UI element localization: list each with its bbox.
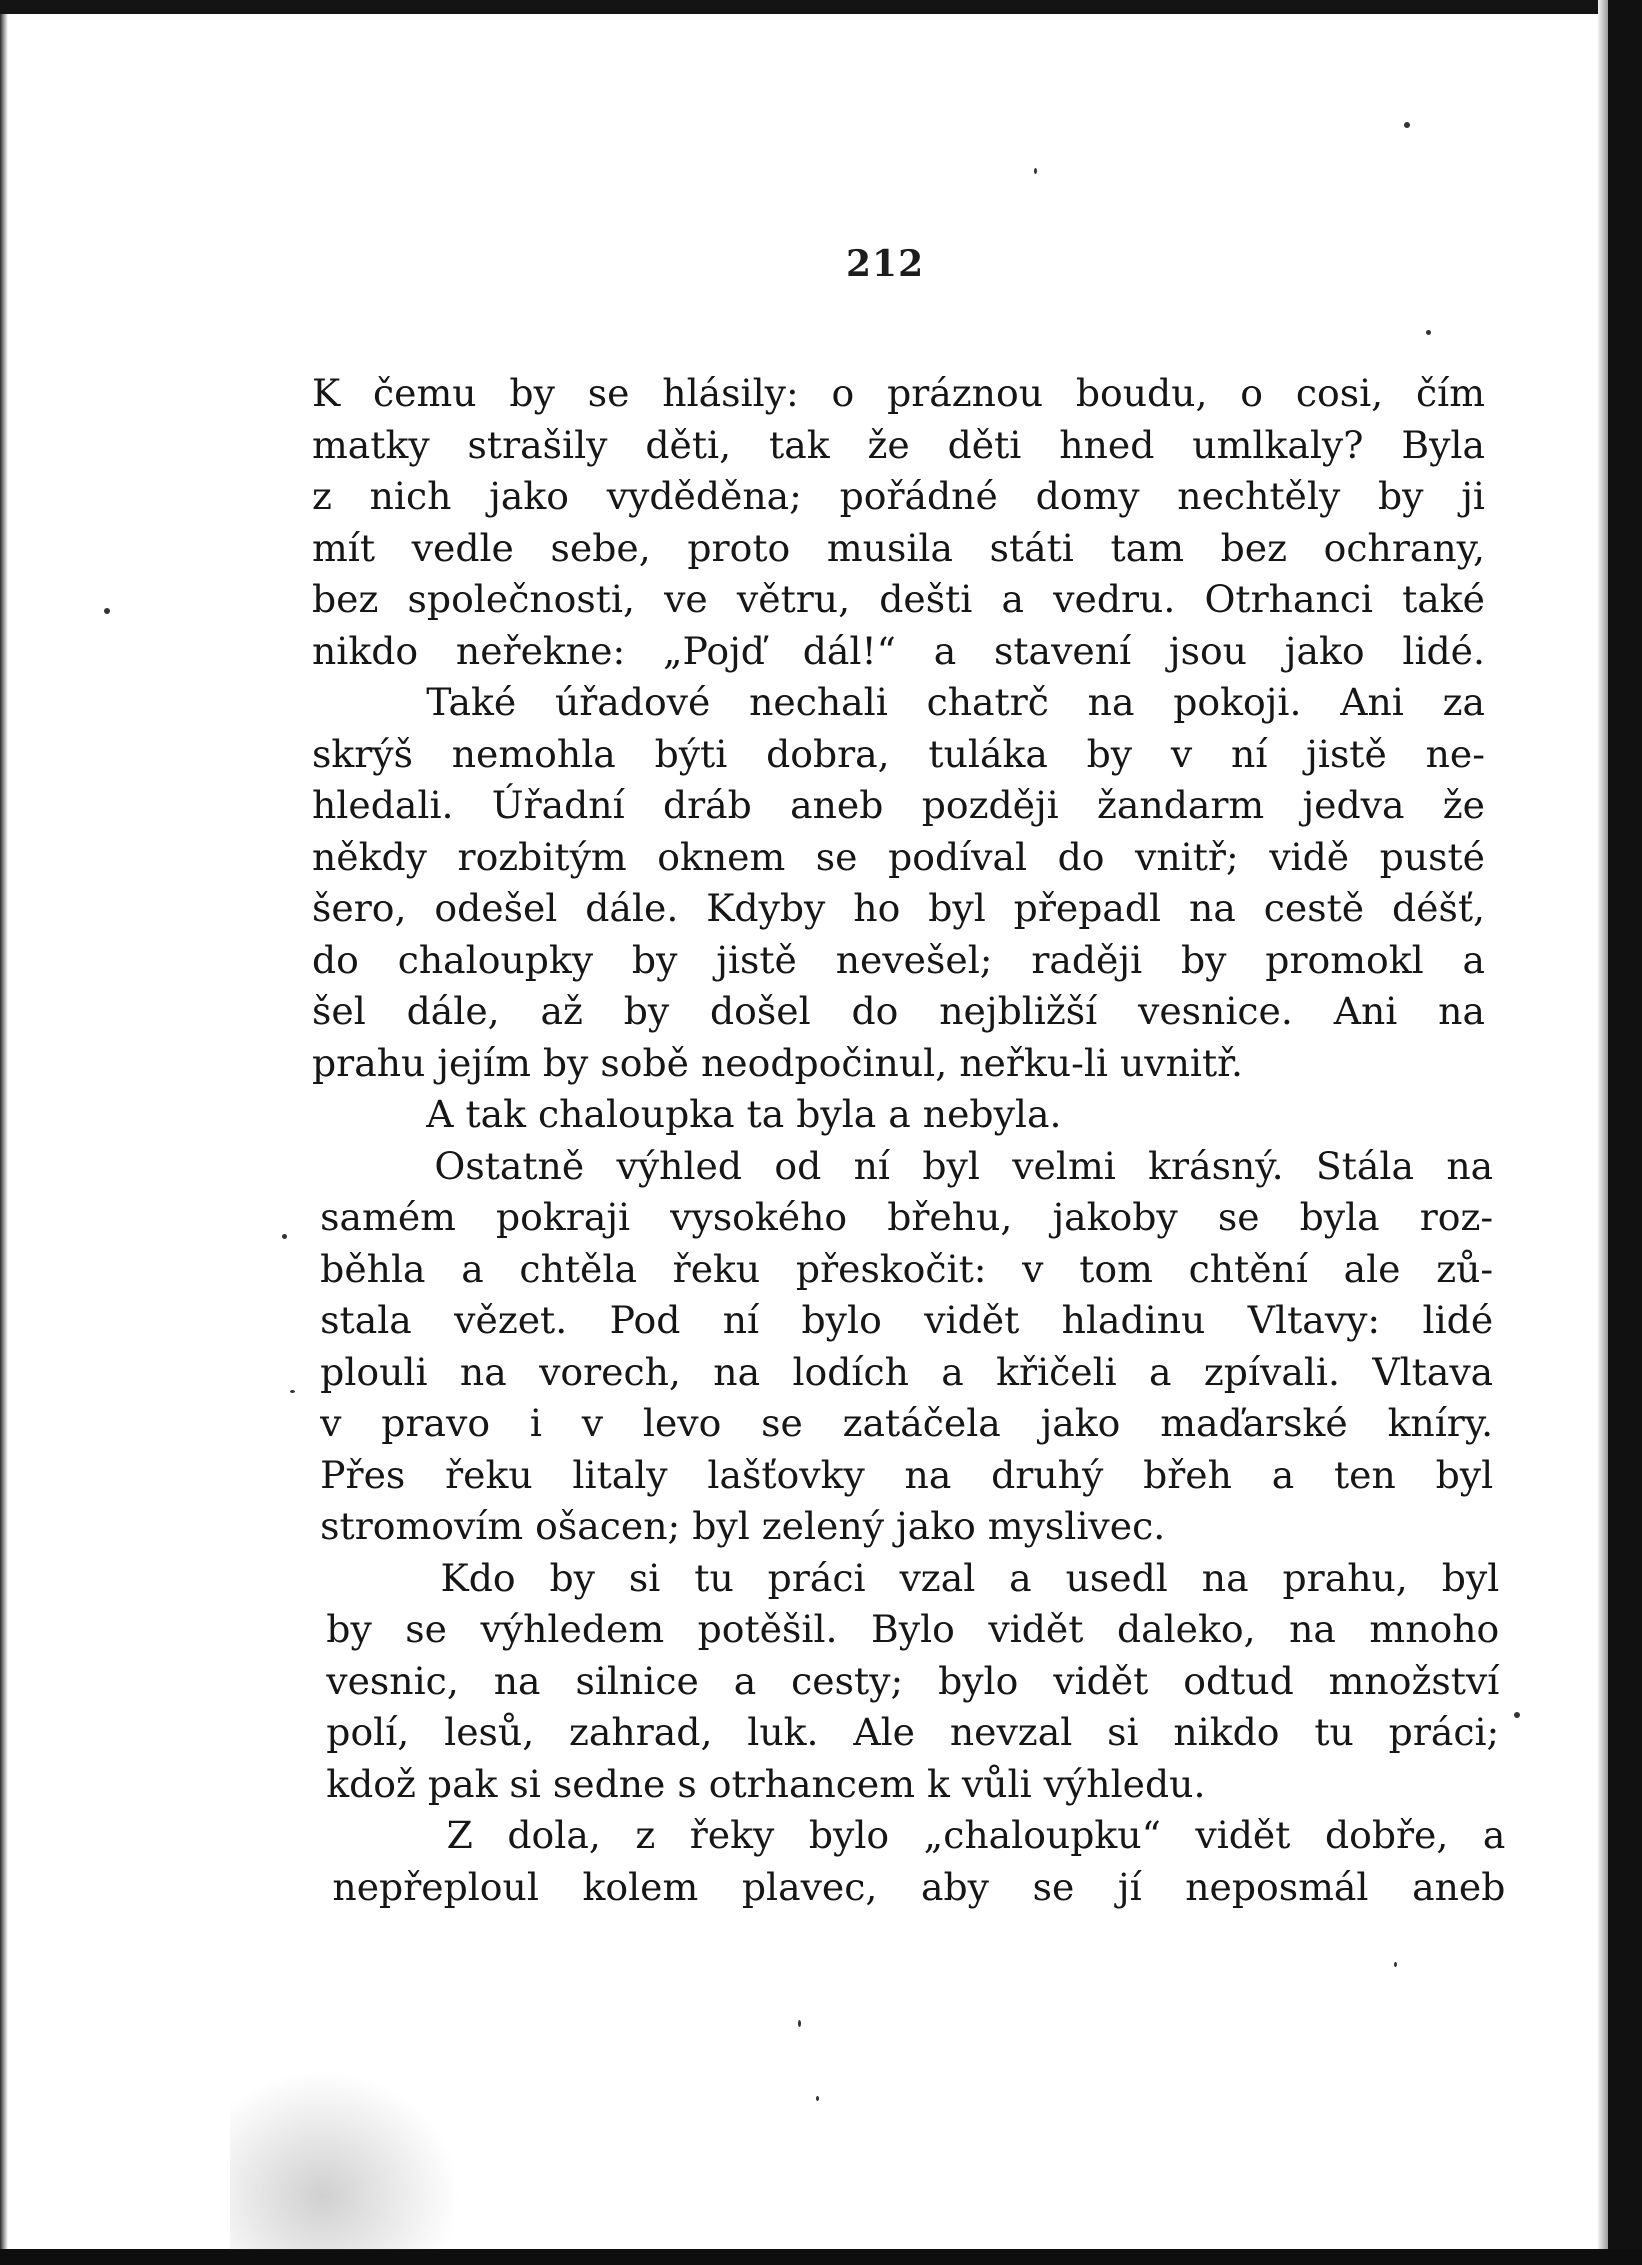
text-line: stromovím ošacen; byl zelený jako myslivec.: [320, 1505, 1166, 1548]
text-line: samém pokraji vysokého břehu, jakoby se byla roz-: [320, 1196, 1494, 1239]
scan-border-left: [0, 0, 8, 2265]
text-line: běhla a chtěla řeku přeskočit: v tom chtění ale zů-: [320, 1247, 1494, 1291]
text-line: skrýš nemohla býti dobra, tuláka by v ní jistě ne-: [312, 732, 1485, 776]
page-edge-shadow: [1598, 0, 1608, 2265]
text-line: nepřeploul kolem plavec, aby se jí neposmál aneb: [332, 1865, 1506, 1909]
page-number: 212: [846, 243, 925, 285]
text-line: šel dále, až by došel do nejbližší vesnice. Ani na: [312, 990, 1485, 1033]
dust-speck: [1404, 122, 1410, 128]
scan-border-top: [0, 0, 1642, 14]
text-line: vesnic, na silnice a cesty; bylo vidět odtud množství: [326, 1659, 1500, 1703]
dust-speck: [1034, 168, 1037, 174]
dust-speck: [1394, 1962, 1397, 1967]
text-line: K čemu by se hlásily: o práznou boudu, o cosi, čím: [312, 372, 1485, 415]
text-line: z nich jako vyděděna; pořádné domy nechtěly by ji: [312, 475, 1485, 518]
scan-border-right: [1608, 0, 1642, 2265]
text-line: do chaloupky by jistě nevešel; raději by promokl a: [312, 938, 1485, 982]
dust-speck: [282, 1234, 287, 1239]
dust-speck: [1426, 330, 1431, 335]
text-line: plouli na vorech, na lodích a křičeli a zpívali. Vltava: [320, 1350, 1494, 1394]
text-line: matky strašily děti, tak že děti hned umlkaly? Byla: [312, 423, 1485, 467]
text-line: by se výhledem potěšil. Bylo vidět daleko, na mnoho: [326, 1608, 1500, 1651]
text-line: kdož pak si sedne s otrhancem k vůli výhledu.: [326, 1762, 1206, 1806]
body-text: [312, 368, 1506, 1913]
text-line: Kdo by si tu práci vzal a usedl na prahu, byl: [440, 1556, 1500, 1600]
text-line: nikdo neřekne: „Pojď dál!“ a stavení jsou jako lidé.: [312, 629, 1485, 673]
dust-speck: [1514, 1712, 1520, 1718]
scan-border-bottom: [0, 2249, 1642, 2265]
text-line: stala vězet. Pod ní bylo vidět hladinu Vltavy: lidé: [320, 1299, 1494, 1342]
dust-speck: [290, 1390, 295, 1393]
text-line: Z dola, z řeky bylo „chaloupku“ vidět dobře, a: [446, 1814, 1506, 1857]
text-line: polí, lesů, zahrad, luk. Ale nevzal si nikdo tu práci;: [326, 1711, 1500, 1754]
dust-speck: [816, 2096, 819, 2101]
text-line: mít vedle sebe, proto musila státi tam bez ochrany,: [312, 526, 1485, 570]
text-line: v pravo i v levo se zatáčela jako maďarské kníry.: [320, 1402, 1494, 1445]
text-line: někdy rozbitým oknem se podíval do vnitř; vidě pusté: [312, 835, 1485, 879]
text-line: A tak chaloupka ta byla a nebyla.: [426, 1093, 1062, 1136]
scan-smudge: [230, 2070, 460, 2250]
text-line: Také úřadové nechali chatrč na pokoji. Ani za: [426, 681, 1485, 724]
text-line: Přes řeku litaly lašťovky na druhý břeh a ten byl: [320, 1453, 1494, 1497]
text-line: šero, odešel dále. Kdyby ho byl přepadl na cestě déšť,: [312, 887, 1485, 930]
dust-speck: [104, 608, 110, 614]
text-line: prahu jejím by sobě neodpočinul, neřku-li uvnitř.: [312, 1041, 1244, 1085]
dust-speck: [798, 2020, 801, 2027]
text-line: Ostatně výhled od ní byl velmi krásný. Stála na: [434, 1144, 1494, 1188]
text-line: hledali. Úřadní dráb aneb později žandarm jedva že: [312, 784, 1485, 827]
text-line: bez společnosti, ve větru, dešti a vedru. Otrhanci také: [312, 578, 1485, 621]
